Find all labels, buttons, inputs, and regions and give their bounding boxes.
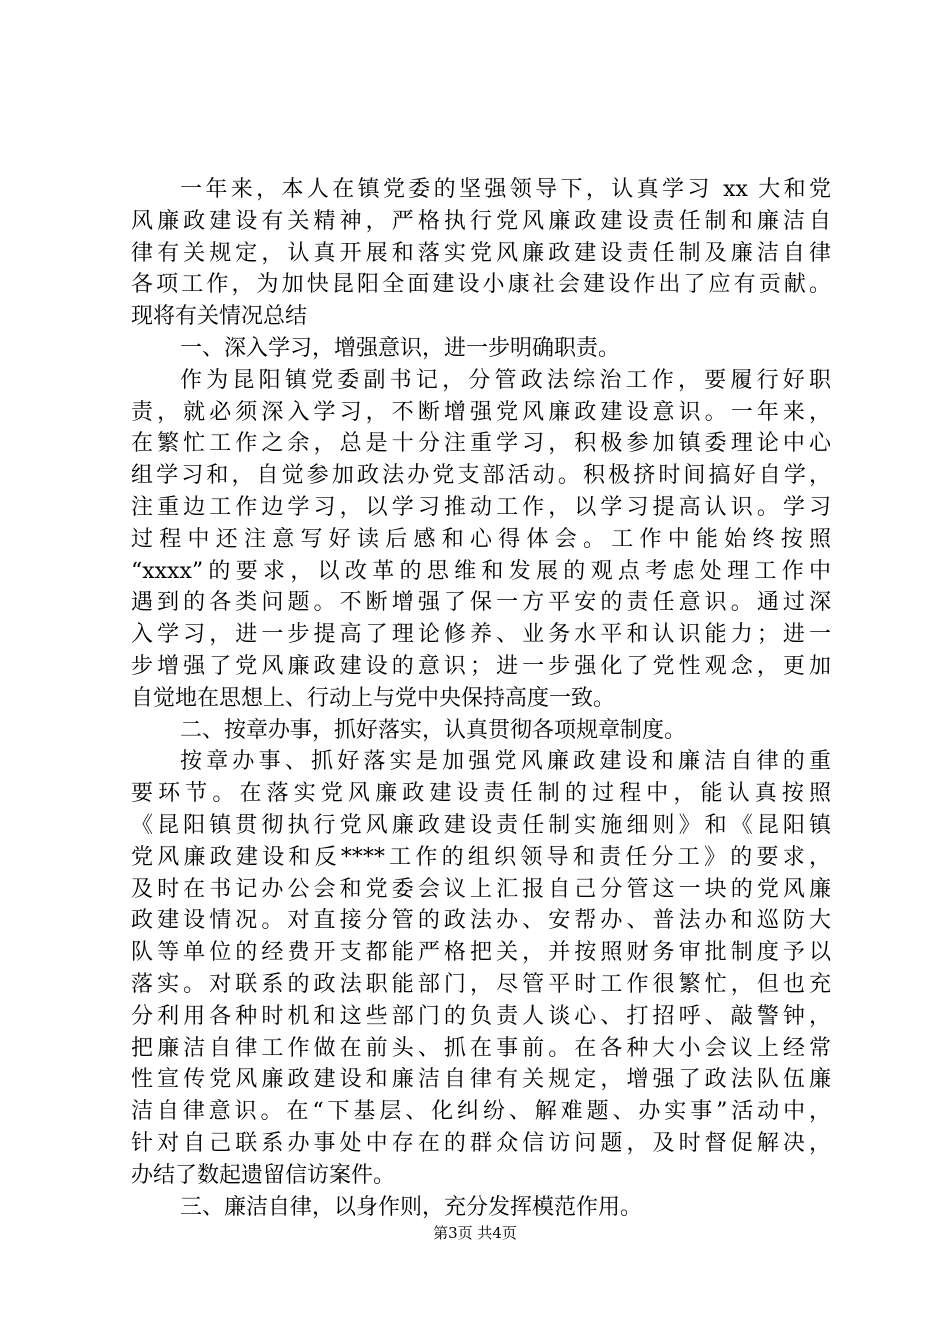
text-line: 分利用各种时机和这些部门的负责人谈心、打招呼、敲警钟， [131, 1003, 831, 1029]
text-line: 党风廉政建设和反****工作的组织领导和责任分工》的要求， [131, 844, 831, 870]
text-line: “xxxx”的要求，以改革的思维和发展的观点考虑处理工作中 [131, 558, 831, 584]
text-line: 要环节。在落实党风廉政建设责任制的过程中，能认真按照 [131, 781, 831, 807]
text-line: 风廉政建设有关精神，严格执行党风廉政建设责任制和廉洁自 [131, 208, 831, 234]
text-line: 按章办事、抓好落实是加强党风廉政建设和廉洁自律的重 [180, 749, 831, 775]
text-line: 把廉洁自律工作做在前头、抓在事前。在各种大小会议上经常 [131, 1035, 831, 1061]
text-line: 步增强了党风廉政建设的意识；进一步强化了党性观念，更加 [131, 653, 831, 679]
text-line: 注重边工作边学习，以学习推动工作，以学习提高认识。学习 [131, 494, 831, 520]
text-line: 作为昆阳镇党委副书记，分管政法综治工作，要履行好职 [180, 367, 831, 393]
text-line: 各项工作，为加快昆阳全面建设小康社会建设作出了应有贡献。 [131, 272, 831, 298]
text-line: 针对自己联系办事处中存在的群众信访问题，及时督促解决， [131, 1130, 831, 1156]
text-line: 组学习和，自觉参加政法办党支部活动。积极挤时间搞好自学， [131, 463, 831, 489]
text-line: 队等单位的经费开支都能严格把关，并按照财务审批制度予以 [131, 940, 831, 966]
text-line: 在繁忙工作之余，总是十分注重学习，积极参加镇委理论中心 [131, 431, 831, 457]
document-body [131, 174, 831, 1223]
text-line: 责，就必须深入学习，不断增强党风廉政建设意识。一年来， [131, 399, 831, 425]
text-line: 律有关规定，认真开展和落实党风廉政建设责任制及廉洁自律 [131, 240, 831, 266]
text-line: 《昆阳镇贯彻执行党风廉政建设责任制实施细则》和《昆阳镇 [131, 812, 831, 838]
text-line: 入学习，进一步提高了理论修养、业务水平和认识能力；进一 [131, 622, 831, 648]
text-line: 办结了数起遗留信访案件。 [131, 1162, 396, 1188]
text-line: 及时在书记办公会和党委会议上汇报自己分管这一块的党风廉 [131, 876, 831, 902]
text-line: 一、深入学习，增强意识，进一步明确职责。 [180, 335, 621, 361]
text-line: 三、廉洁自律，以身作则，充分发挥模范作用。 [180, 1194, 643, 1220]
text-line: 性宣传党风廉政建设和廉洁自律有关规定，增强了政法队伍廉 [131, 1067, 831, 1093]
text-line: 自觉地在思想上、行动上与党中央保持高度一致。 [131, 685, 616, 711]
page-footer: 第3页 共4页 [433, 1224, 517, 1242]
text-line: 过程中还注意写好读后感和心得体会。工作中能始终按照 [131, 526, 831, 552]
text-line: 二、按章办事，抓好落实，认真贯彻各项规章制度。 [180, 717, 687, 743]
text-line: 落实。对联系的政法职能部门，尽管平时工作很繁忙，但也充 [131, 971, 831, 997]
text-line: 遇到的各类问题。不断增强了保一方平安的责任意识。通过深 [131, 590, 831, 616]
text-line: 洁自律意识。在“下基层、化纠纷、解难题、办实事”活动中， [131, 1099, 831, 1125]
text-line: 现将有关情况总结 [131, 304, 308, 330]
text-line: 一年来，本人在镇党委的坚强领导下，认真学习 xx 大和党 [180, 177, 831, 202]
text-line: 政建设情况。对直接分管的政法办、安帮办、普法办和巡防大 [131, 908, 831, 934]
